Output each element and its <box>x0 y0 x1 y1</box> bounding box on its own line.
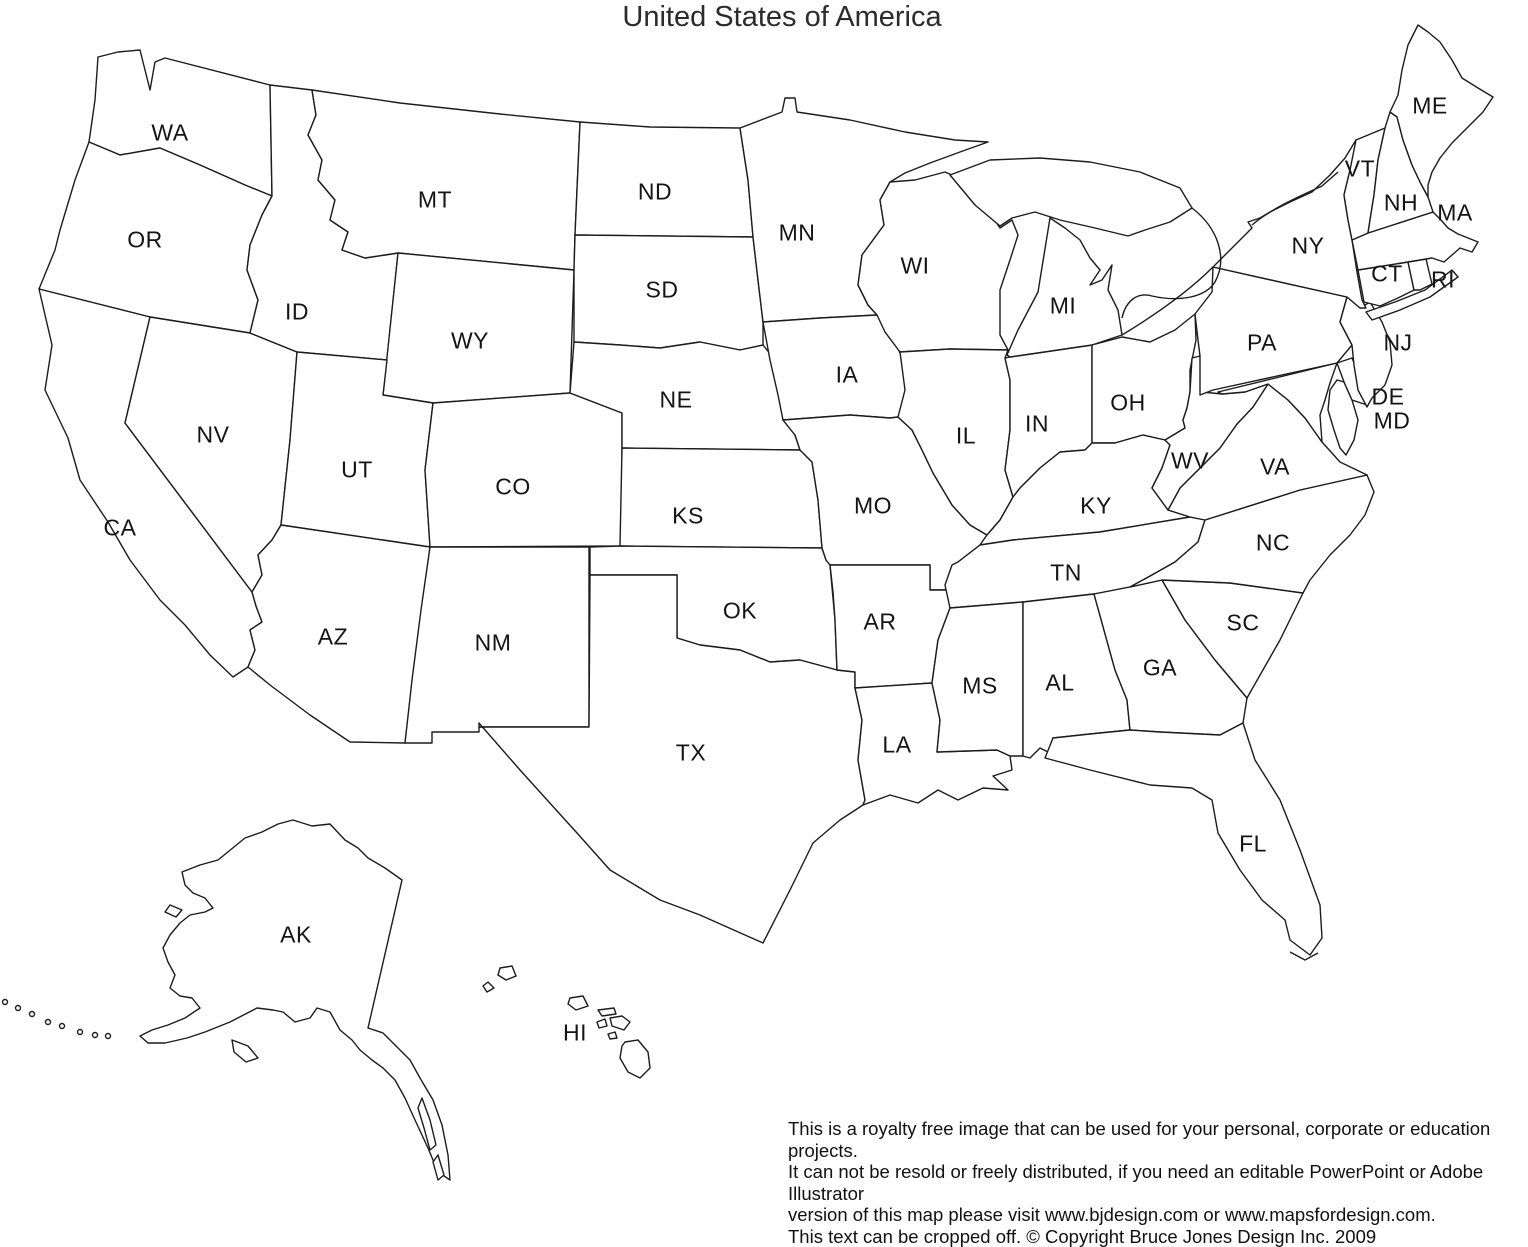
state-label-ms: MS <box>962 673 998 700</box>
state-label-ks: KS <box>672 503 704 530</box>
state-label-wi: WI <box>900 253 929 280</box>
state-label-sc: SC <box>1227 610 1260 637</box>
state-label-de: DE <box>1372 384 1405 411</box>
state-label-ia: IA <box>836 362 859 389</box>
state-label-az: AZ <box>318 624 348 651</box>
state-shape-fl <box>1045 723 1322 955</box>
ak-aleutian-island <box>78 1030 83 1035</box>
state-label-al: AL <box>1045 670 1074 697</box>
state-label-nc: NC <box>1256 530 1290 557</box>
state-label-tn: TN <box>1050 560 1082 587</box>
state-label-or: OR <box>127 227 163 254</box>
state-shape-hi-kauai <box>498 966 516 980</box>
state-label-la: LA <box>882 732 911 759</box>
state-label-wv: WV <box>1171 448 1209 475</box>
state-label-ky: KY <box>1080 493 1112 520</box>
florida-keys <box>1290 952 1318 960</box>
state-label-mi: MI <box>1050 293 1077 320</box>
ak-aleutian-island <box>46 1020 51 1025</box>
state-shape-ks <box>620 448 822 548</box>
state-label-ut: UT <box>341 457 373 484</box>
ak-kodiak-island <box>232 1040 258 1062</box>
state-label-ma: MA <box>1437 200 1473 227</box>
state-label-nj: NJ <box>1383 330 1412 357</box>
ak-aleutian-island <box>16 1006 21 1011</box>
state-label-ca: CA <box>104 515 137 542</box>
copyright-text <box>788 1118 1528 1247</box>
state-shape-hi-kahoolawe <box>608 1032 617 1039</box>
state-label-il: IL <box>956 423 976 450</box>
state-label-md: MD <box>1374 408 1411 435</box>
ak-aleutian-island <box>3 1000 8 1005</box>
state-shape-hi-lanai <box>597 1019 607 1028</box>
state-label-ak: AK <box>280 922 312 949</box>
state-label-wa: WA <box>151 120 188 147</box>
state-shape-hi-niihau <box>483 982 494 992</box>
state-label-nd: ND <box>638 179 672 206</box>
state-shape-hi-maui <box>610 1016 630 1030</box>
state-shape-mt <box>308 90 580 270</box>
state-shape-mi-lower-peninsula <box>1007 218 1122 357</box>
ak-aleutian-island <box>93 1033 98 1038</box>
state-label-ar: AR <box>864 609 897 636</box>
state-label-wy: WY <box>451 328 489 355</box>
copyright-line: It can not be resold or freely distributed, if you need an editable PowerPoint or Adobe Illustrator <box>788 1161 1528 1204</box>
state-label-ct: CT <box>1371 261 1403 288</box>
ak-aleutian-island <box>106 1034 111 1039</box>
ak-aleutian-island <box>30 1012 35 1017</box>
state-label-tx: TX <box>676 740 706 767</box>
copyright-line: version of this map please visit www.bjdesign.com or www.mapsfordesign.com. <box>788 1204 1528 1226</box>
state-label-mt: MT <box>418 187 452 214</box>
state-label-co: CO <box>495 474 531 501</box>
state-label-ne: NE <box>660 387 693 414</box>
state-label-va: VA <box>1260 454 1290 481</box>
state-label-sd: SD <box>646 277 679 304</box>
state-label-ok: OK <box>723 598 757 625</box>
state-label-ga: GA <box>1143 655 1177 682</box>
state-label-hi: HI <box>563 1020 587 1047</box>
state-label-in: IN <box>1025 411 1049 438</box>
state-label-mo: MO <box>854 493 892 520</box>
state-shape-hi-molokai <box>598 1008 616 1016</box>
state-label-mn: MN <box>779 220 816 247</box>
state-label-ri: RI <box>1431 267 1455 294</box>
state-label-vt: VT <box>1345 156 1375 183</box>
ak-aleutian-island <box>60 1024 65 1029</box>
state-label-nm: NM <box>475 630 512 657</box>
state-label-nh: NH <box>1384 190 1418 217</box>
state-label-pa: PA <box>1247 330 1277 357</box>
state-label-fl: FL <box>1239 831 1267 858</box>
state-label-nv: NV <box>197 422 230 449</box>
state-shape-co <box>425 393 622 547</box>
map-title: United States of America <box>622 0 941 34</box>
copyright-line: This is a royalty free image that can be used for your personal, corporate or education projects. <box>788 1118 1528 1161</box>
state-shape-hi-oahu <box>568 996 588 1010</box>
state-label-id: ID <box>285 299 309 326</box>
state-label-ny: NY <box>1292 233 1325 260</box>
ak-st-lawrence-island <box>165 905 182 917</box>
state-shape-hi-big-island <box>620 1040 650 1078</box>
state-label-oh: OH <box>1110 390 1146 417</box>
copyright-line: This text can be cropped off. © Copyright Bruce Jones Design Inc. 2009 <box>788 1226 1528 1247</box>
state-shape-ak <box>140 820 450 1180</box>
state-label-me: ME <box>1412 93 1448 120</box>
